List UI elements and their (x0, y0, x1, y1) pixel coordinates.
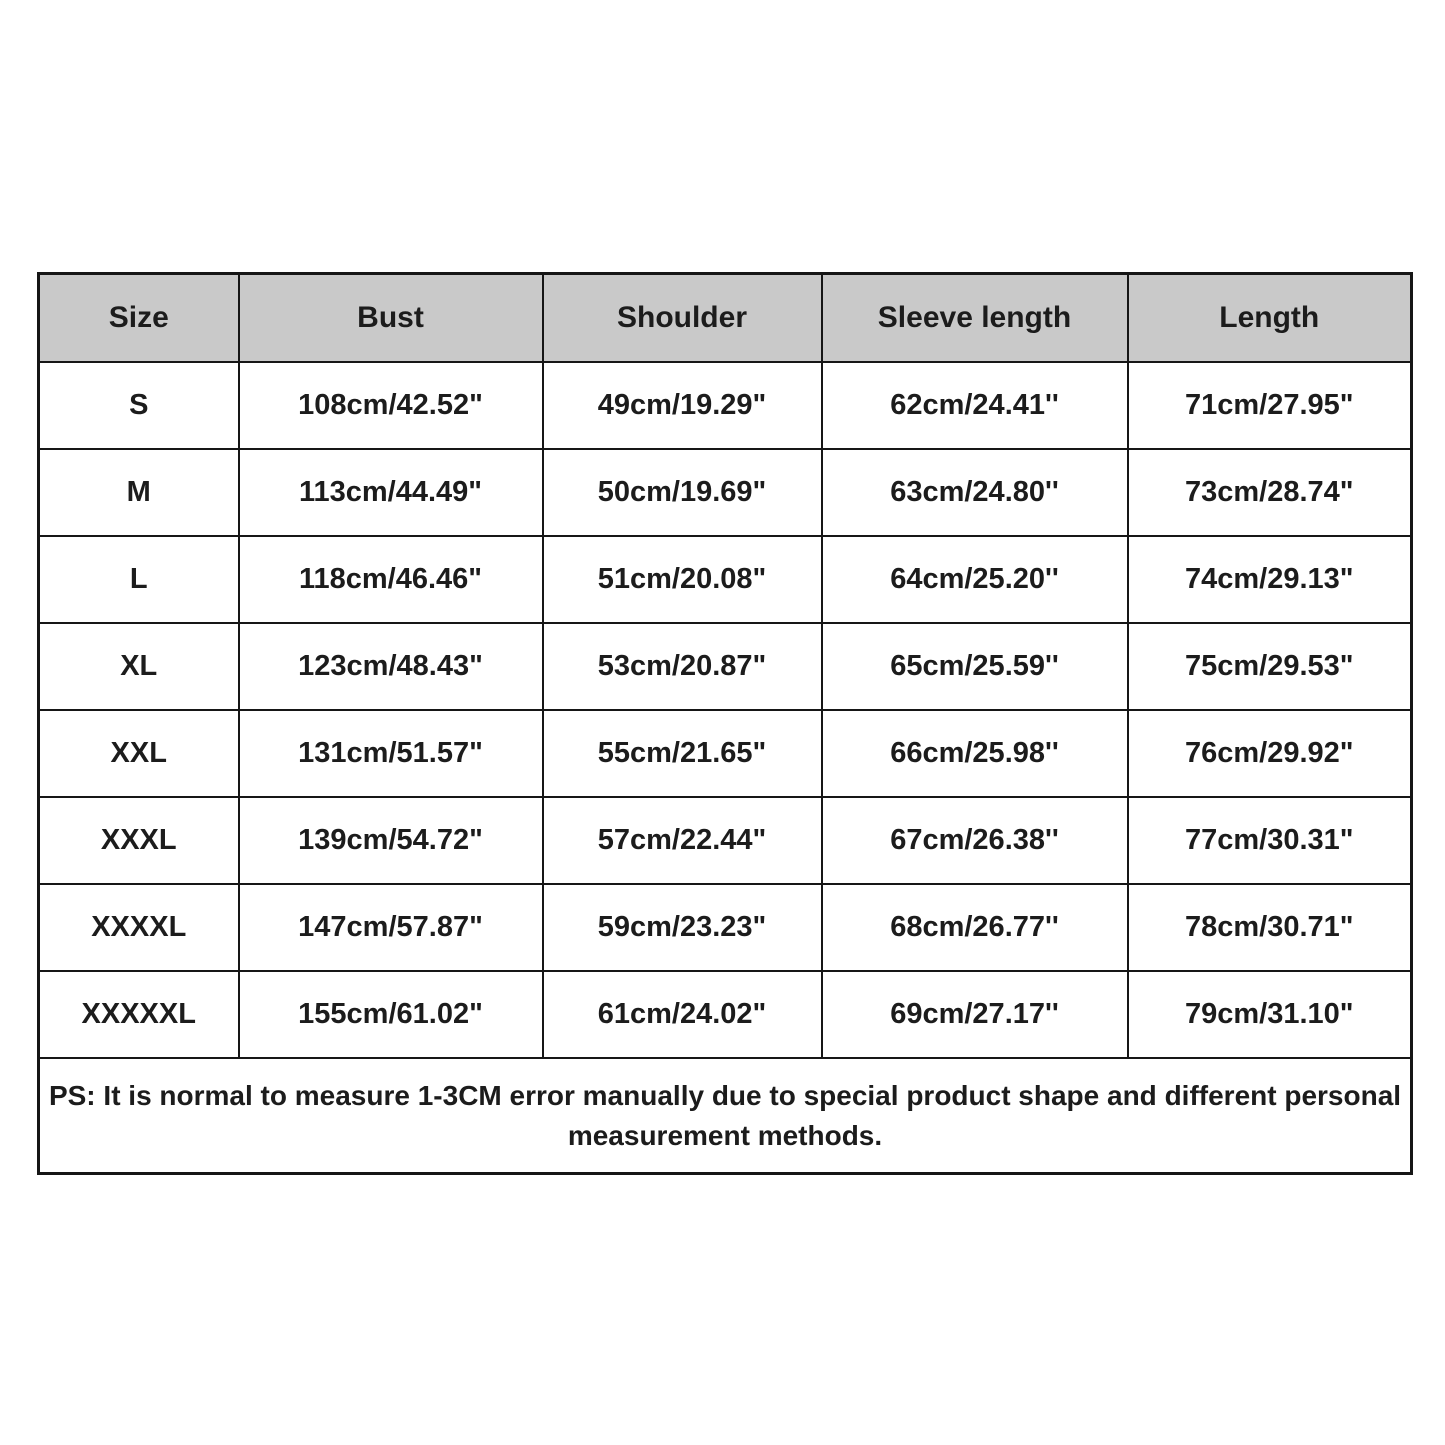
cell-shoulder: 59cm/23.23" (543, 884, 822, 971)
header-row (39, 274, 1412, 363)
note-row (39, 1058, 1412, 1174)
cell-size: L (39, 536, 239, 623)
cell-sleeve: 63cm/24.80'' (822, 449, 1128, 536)
cell-length: 76cm/29.92" (1128, 710, 1412, 797)
cell-sleeve: 66cm/25.98'' (822, 710, 1128, 797)
cell-bust: 139cm/54.72" (239, 797, 543, 884)
table-row (39, 710, 1412, 797)
cell-shoulder: 61cm/24.02" (543, 971, 822, 1058)
cell-size: XXXL (39, 797, 239, 884)
cell-sleeve: 68cm/26.77'' (822, 884, 1128, 971)
table-row (39, 884, 1412, 971)
cell-length: 77cm/30.31" (1128, 797, 1412, 884)
cell-sleeve: 62cm/24.41'' (822, 362, 1128, 449)
col-header-length: Length (1128, 274, 1412, 363)
cell-shoulder: 50cm/19.69" (543, 449, 822, 536)
measurement-note: PS: It is normal to measure 1-3CM error manually due to special product shape and different personal measurement methods. (39, 1058, 1412, 1174)
cell-bust: 118cm/46.46" (239, 536, 543, 623)
cell-shoulder: 55cm/21.65" (543, 710, 822, 797)
cell-size: M (39, 449, 239, 536)
cell-sleeve: 64cm/25.20'' (822, 536, 1128, 623)
table-row (39, 362, 1412, 449)
table-row (39, 971, 1412, 1058)
cell-bust: 123cm/48.43" (239, 623, 543, 710)
col-header-bust: Bust (239, 274, 543, 363)
cell-length: 79cm/31.10" (1128, 971, 1412, 1058)
table-row (39, 536, 1412, 623)
cell-length: 71cm/27.95" (1128, 362, 1412, 449)
col-header-size: Size (39, 274, 239, 363)
cell-size: XL (39, 623, 239, 710)
table-row (39, 449, 1412, 536)
cell-length: 74cm/29.13" (1128, 536, 1412, 623)
cell-sleeve: 65cm/25.59'' (822, 623, 1128, 710)
size-table-body (39, 362, 1412, 1058)
cell-size: XXL (39, 710, 239, 797)
cell-sleeve: 67cm/26.38'' (822, 797, 1128, 884)
table-row (39, 623, 1412, 710)
cell-bust: 113cm/44.49" (239, 449, 543, 536)
cell-shoulder: 57cm/22.44" (543, 797, 822, 884)
cell-length: 75cm/29.53" (1128, 623, 1412, 710)
table-row (39, 797, 1412, 884)
cell-shoulder: 51cm/20.08" (543, 536, 822, 623)
cell-bust: 155cm/61.02" (239, 971, 543, 1058)
cell-size: S (39, 362, 239, 449)
cell-length: 73cm/28.74" (1128, 449, 1412, 536)
cell-sleeve: 69cm/27.17'' (822, 971, 1128, 1058)
size-chart-table (37, 272, 1413, 1175)
cell-size: XXXXXL (39, 971, 239, 1058)
col-header-shoulder: Shoulder (543, 274, 822, 363)
cell-bust: 131cm/51.57" (239, 710, 543, 797)
cell-size: XXXXL (39, 884, 239, 971)
cell-bust: 108cm/42.52" (239, 362, 543, 449)
cell-shoulder: 53cm/20.87" (543, 623, 822, 710)
cell-shoulder: 49cm/19.29" (543, 362, 822, 449)
cell-bust: 147cm/57.87" (239, 884, 543, 971)
cell-length: 78cm/30.71" (1128, 884, 1412, 971)
col-header-sleeve-length: Sleeve length (822, 274, 1128, 363)
